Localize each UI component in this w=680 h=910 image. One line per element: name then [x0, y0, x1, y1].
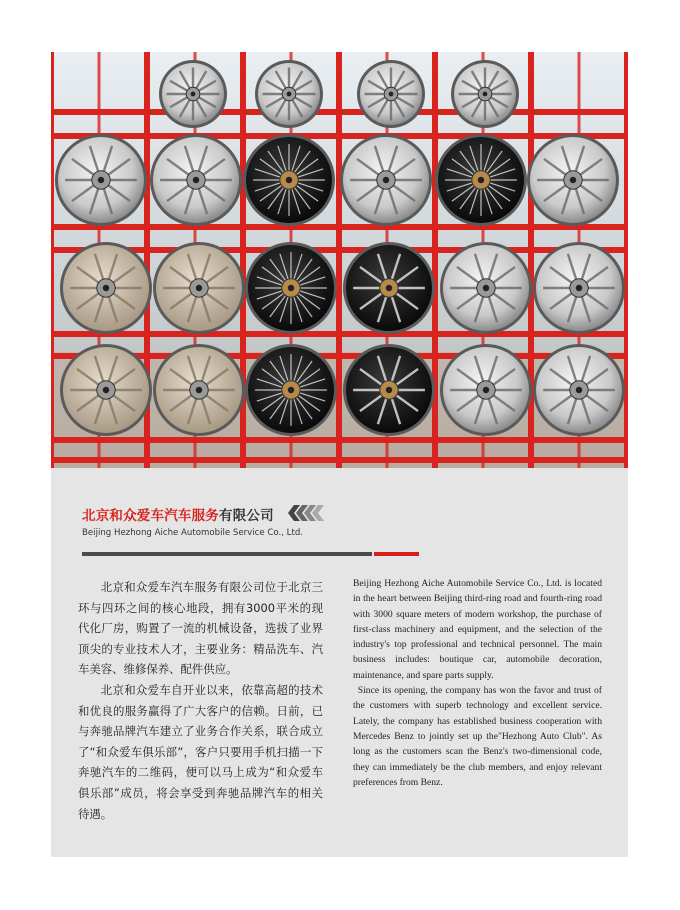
- english-text-column: [353, 576, 602, 790]
- chevron-arrows-icon: [288, 505, 324, 525]
- cn-paragraph-2: 北京和众爱车自开业以来，依靠高超的技术和优良的服务赢得了广大客户的信赖。日前，已与奔驰品牌汽车建立了业务合作关系，联合成立了“和众爱车俱乐部”，客户只要用手机扫描一下奔驰汽车的二维码，便可以马上成为“和众爱车俱乐部”成员，将会享受到奔驰品牌汽车的相关待遇。: [78, 682, 323, 821]
- company-name-cn: [82, 504, 274, 524]
- company-name-cn-suffix: 有限公司: [219, 508, 274, 524]
- info-panel: [51, 468, 628, 857]
- en-paragraph-2: Since its opening, the company has won the favor and trust of the customers with superb technology and excellent service. Lately, the company has established business cooperation with Mercedes Benz to jointly set up the"Hezhong Auto Club". As long as the customers scan the Benz's two-dimensional code, they can immediately be the club members, and enjoy relevant preferences from Benz.: [353, 685, 602, 788]
- divider-accent: [374, 552, 419, 556]
- en-paragraph-1: Beijing Hezhong Aiche Automobile Service Co., Ltd. is located in the heart between Beijing third-ring road and fourth-ring road with 3000 square meters of modern workshop, the purchase of first-class machinery and equipment, and the selection of the industry's top professional and technical personnel. The main business includes: boutique car, automobile decoration, maintenance, and spare parts supply.: [353, 578, 602, 681]
- chinese-text-column: [78, 577, 323, 824]
- cn-paragraph-1: 北京和众爱车汽车服务有限公司位于北京三环与四环之间的核心地段，拥有3000平米的现代化厂房，购置了一流的机械设备，选拔了业界顶尖的专业技术人才，主要业务：精品洗车、汽车美容、维修保养、配件供应。: [78, 580, 323, 677]
- company-name-en: Beijing Hezhong Aiche Automobile Service Co., Ltd.: [82, 528, 304, 538]
- company-name-cn-highlight: 北京和众爱车汽车服务: [82, 508, 219, 524]
- divider-dark: [82, 552, 372, 556]
- wheel-rack-photo: [51, 52, 628, 468]
